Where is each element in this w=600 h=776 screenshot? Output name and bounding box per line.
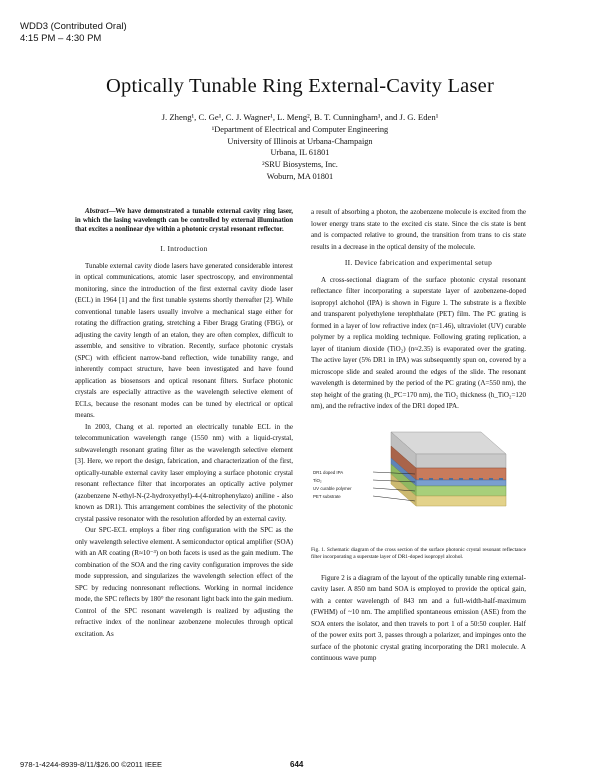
footer-page-number: 644 <box>290 760 304 769</box>
right-column <box>311 207 526 665</box>
affiliation-1-univ: University of Illinois at Urbana-Champaign <box>227 136 373 146</box>
footer-isbn: 978-1-4244-8939-8/11/$26.00 ©2011 IEEE <box>20 760 163 769</box>
affiliation-2-company: ²SRU Biosystems, Inc. <box>262 160 338 170</box>
glass-front-face <box>416 454 506 468</box>
label-pet: PET substrate <box>313 493 341 499</box>
author-names: J. Zheng¹, C. Ge¹, C. J. Wagner¹, L. Meng², B. T. Cunningham¹, and J. G. Eden¹ <box>161 112 439 122</box>
pet-layer-front <box>416 496 506 506</box>
affiliation-1-city: Urbana, IL 61801 <box>270 148 330 158</box>
tio2-layer-front <box>416 480 506 486</box>
intro-paragraph-3: Our SPC-ECL employs a fiber ring configuration with the SPC as the only wavelength selective element. A semiconductor optical amplifier (SOA) with an AR coating (R≈10⁻³) on both facets is used as the gain medium. The combination of the SOA and the ring cavity configuration improves the side mode suppression, and singularizes the wavelength selection effect of the SPC by reducing nonresonant reflections. Working in normal incidence mode, the SPC reflects by 180° the resonant light back into the gain medium. Control of the SPC resonant wavelength is realized by adjusting the refractive index of the nonlinear azobenzene molecules through optical excitation. As <box>75 526 293 638</box>
affiliation-1-dept: ¹Department of Electrical and Computer Engineering <box>211 124 389 134</box>
figure-1-diagram <box>311 422 526 544</box>
intro-heading: I. Introduction <box>160 244 208 254</box>
intro-paragraph-1: Tunable external cavity diode lasers have generated considerable interest in optical communications, atomic laser spectroscopy, and environmental monitoring, since the introduction of the first external cavity diode laser (ECL) in 1964 [1] and the first tunable systems shortly thereafter [2]. While conventional tunable lasers usually involve a mechanical stage either for rotating the diffraction grating, stretching a Fiber Bragg Grating (FBG), or adjusting the cavity length of an etalon, they are often complex, difficult to assemble, and sensitive to vibration. Recently, surface photonic crystals (SPC) with efficient narrow-band reflection, wide tunability range, and inherently compact structure, have been investigated and have found application as biosensors and optical resonant filters. Surface photonic crystals are especially attractive as the wavelength selective element of ECLs, because the resonant modes can be tuned by electrical or optical means. <box>75 261 293 420</box>
cross-section-svg <box>311 422 526 544</box>
session-label <box>20 21 127 45</box>
polymer-layer-front <box>416 486 506 496</box>
figure-1-caption: Fig. 1. Schematic diagram of the cross section of the surface photonic crystal resonant reflectance filter incorporating a superstate layer of DR1-doped isopropyl alcohol. <box>311 546 526 560</box>
right-paragraph-continued: a result of absorbing a photon, the azobenzene molecule is excited from the lower energy trans state to the excited cis state. Since the cis state is bent and is compacted relative to ground, the transition from trans to cis state results in a decrease in the optical density of the molecule. <box>311 208 526 251</box>
fabrication-paragraph-1: A cross-sectional diagram of the surface photonic crystal resonant reflectance filter incorporating a superstate layer of azobenzene-doped isopropyl alchohol (IPA) is shown in Figure 1. The substrate is a flexible and transparent polyethylene terephthalate (PET) film. The PC grating is formed in a layer of low refractive index (n=1.46), ultraviolet (UV) curable polymer by a replica molding technique. Following grating replication, a layer of titanium dioxide (TiO₂) (n≈2.35) is evaporated over the grating. The active layer (5% DR1 in IPA) was subsequently spun on, covered by a microscope slide and sealed around the edges of the slide. The resonant wavelength is determined by the period of the PC grating (Λ=550 nm), the step height of the grating (h_PC=170 nm), the TiO₂ thickness (h_TiO₂=120 nm), and the refractive index of the DR1 doped IPA. <box>311 275 526 410</box>
affiliation-2-city: Woburn, MA 01801 <box>266 171 334 181</box>
abstract-lead: Abstract <box>85 208 109 215</box>
label-tio2: TiO₂ <box>313 477 322 483</box>
author-block <box>0 112 600 183</box>
intro-paragraph-2: In 2003, Chang et al. reported an electrically tunable ECL in the telecommunication wavelength range (1550 nm) with a liquid-crystal, subwavelength resonant grating filter as the wavelength selective element [3]. Here, we report the design, fabrication, and characterization of the first, optically-tunable external cavity laser employing a surface photonic crystal resonant reflectance filter that incorporates an optically active polymer (azobenzene N-ethyl-N-(2-hydroxyethyl)-4-(4-nitrophenylazo) aniline - also known as DR1). This arrangement combines the selectivity of the photonic crystal passive resonator with the resolution afforded by an external cavity. <box>75 422 293 523</box>
label-dye: DR1 doped IPA <box>313 469 344 475</box>
abstract <box>75 207 293 234</box>
left-column <box>75 207 293 640</box>
abstract-text: —We have demonstrated a tunable external cavity ring laser, in which the lasing wavelength can be controlled by external illumination that excites a nonlinear dye within a photonic crystal resonant reflector. <box>75 208 293 234</box>
grating-teeth <box>419 478 503 480</box>
session-time: 4:15 PM – 4:30 PM <box>20 33 102 44</box>
paper-title: Optically Tunable Ring External-Cavity Laser <box>106 75 494 97</box>
label-polymer: UV curable polymer <box>313 485 352 491</box>
session-code: WDD3 (Contributed Oral) <box>20 21 127 32</box>
fabrication-heading: II. Device fabrication and experimental setup <box>344 258 493 267</box>
fabrication-paragraph-2: Figure 2 is a diagram of the layout of the optically tunable ring external-cavity laser. A 850 nm band SOA is employed to provide the optical gain, with a center wavelength of 843 nm and a full-width-half-maximum (FWHM) of ~10 nm. The amplified spontaneous emission (ASE) from the SOA enters the isolator, and then travels to port 1 of a 50:50 coupler. Half of the power exits port 3, passes through a polarizer, and impinges onto the surface of the photonic crystal grating incorporating the DR1 molecule. A continuous wave pump <box>311 573 526 663</box>
